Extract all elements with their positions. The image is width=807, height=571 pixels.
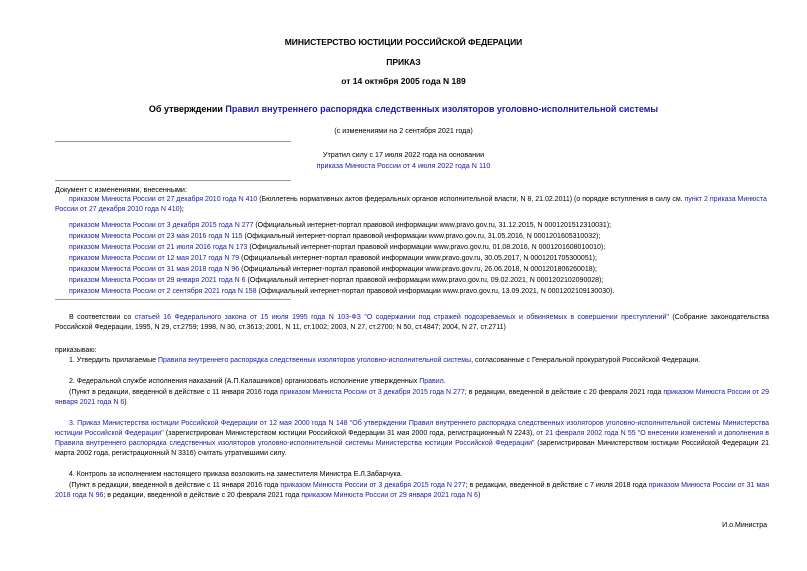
clause-1 (55, 356, 769, 366)
note-text: (Пункт в редакции, введенной в действие с 11 января 2016 года (69, 482, 281, 489)
title-link[interactable]: Правил внутреннего распорядка следственных изоляторов уголовно-исполнительной системы (225, 104, 659, 114)
rules-link[interactable]: Правила внутреннего распорядка следственных изоляторов уголовно-исполнительной системы (157, 357, 472, 364)
separator-line (55, 299, 291, 300)
note-text: ) (477, 492, 481, 499)
clause-text: (зарегистрирован Министерством юстиции Российской Федерации 21 марта 2002 года, регистрационный N 3316) считать утратившими силу. (55, 440, 769, 457)
clause-text: (зарегистрирован Министерством юстиции Российской Федерации 31 мая 2000 года, регистрационный N 2243), (163, 430, 537, 437)
amendment-link[interactable]: приказом Минюста России от 3 декабря 2015 года N 277 (279, 389, 465, 396)
changes-item (69, 243, 605, 253)
changes-item (55, 195, 769, 215)
clause-text: 1. Утвердить прилагаемые (69, 357, 158, 364)
prikazyvayu-text: приказываю: (55, 347, 97, 354)
preamble-source: (Собрание законодательства Российской Федерации, 1995, N 29, ст.2759; 1998, N 30, ст.3613; 2001, N 11, ст.1002; 2003, N 27, ст.2700; N 50, ст.4847; 2004, N 27, ст.2711) (55, 314, 769, 331)
clause-2-note (55, 388, 769, 408)
amendment-link[interactable]: приказом Минюста России от 29 января 2021 года N 6 (69, 277, 246, 284)
clause-text: . (443, 378, 446, 385)
changes-item (69, 265, 597, 275)
amendment-source: (Официальный интернет-портал правовой информации www.pravo.gov.ru, 30.05.2017, N 0001201705300051); (239, 255, 597, 262)
changes-item (69, 276, 603, 286)
clause-3 (55, 419, 769, 459)
doc-date-number: от 14 октября 2005 года N 189 (341, 76, 466, 86)
clause-text: 2. Федеральной службе исполнения наказаний (А.П.Калашников) организовать исполнение утвержденных (69, 378, 420, 385)
amendment-link[interactable]: приказом Минюста России от 12 мая 2017 года N 79 (69, 255, 240, 262)
title-prefix: Об утверждении (148, 104, 226, 114)
doc-type-heading: ПРИКАЗ (386, 57, 421, 67)
signature: И.о.Министра (722, 522, 767, 529)
amendment-link[interactable]: приказом Минюста России от 21 июля 2016 года N 173 (69, 244, 248, 251)
amendment-link[interactable]: приказом Минюста России от 23 мая 2016 года N 115 (69, 233, 243, 240)
amendment-source: (Официальный интернет-портал правовой информации www.pravo.gov.ru, 09.02.2021, N 0001202102090028); (245, 277, 604, 284)
amendment-source: (Официальный интернет-портал правовой информации www.pravo.gov.ru, 01.08.2016, N 0001201608010010); (247, 244, 606, 251)
repealed-order-link-2[interactable]: от 21 февраля 2002 года N 55 "О внесении изменений и дополнения в Правила внутреннего распорядка следственных изоляторов уголовно-исполнительной системы Министерства юстиции Российской Федерации" (55, 430, 770, 447)
amendment-link[interactable]: приказом Минюста России от 31 мая 2018 года N 96 (69, 266, 240, 273)
amendment-source: (Бюллетень нормативных актов федеральных органов исполнительной власти, N 8, 21.02.2011) (о порядке вступления в силу см. (257, 196, 685, 203)
amendment-link[interactable]: приказом Минюста России от 29 января 2021 года N 6 (55, 389, 769, 406)
changes-item (69, 287, 614, 297)
separator-line (55, 180, 291, 181)
amendment-source: (Официальный интернет-портал правовой информации www.pravo.gov.ru, 26.06.2018, N 0001201806260018); (239, 266, 597, 273)
clause-text: , согласованные с Генеральной прокуратурой Российской Федерации. (471, 357, 701, 364)
changes-item (69, 232, 600, 242)
document-title (0, 104, 807, 114)
changes-intro: Документ с изменениями, внесенными: (55, 185, 187, 194)
changes-item (69, 221, 611, 231)
repeal-order-link[interactable]: приказа Минюста России от 4 июля 2022 года N 110 (316, 161, 491, 170)
separator-line (55, 141, 291, 142)
amendment-source: (Официальный интернет-портал правовой информации www.pravo.gov.ru, 31.12.2015, N 0001201512310031); (253, 222, 612, 229)
note-text: ) (124, 399, 127, 406)
law-article-link[interactable]: статьей 16 Федерального закона от 15 июля 1995 года N 103-ФЗ "О содержании под стражей подозреваемых и обвиняемых в совершении преступлений" (134, 314, 669, 321)
status-repeal-link-wrap (0, 161, 807, 171)
note-text: ; в редакции, введенной в действие с 20 февраля 2021 года (103, 492, 302, 499)
amendment-link[interactable]: приказом Минюста России от 3 декабря 2015 года N 277 (280, 482, 466, 489)
amendment-link[interactable]: приказом Минюста России от 3 декабря 2015 года N 277 (69, 222, 254, 229)
changes-item (69, 254, 597, 264)
amendment-link[interactable]: приказом Минюста России от 31 мая 2018 года N 96 (55, 482, 769, 499)
clause-2 (55, 377, 769, 387)
amendment-source: (Официальный интернет-портал правовой информации www.pravo.gov.ru, 31.05.2016, N 0001201605310032); (242, 233, 601, 240)
amendment-clause-link[interactable]: пункт 2 приказа Минюста России от 27 декабря 2010 года N 410 (55, 196, 767, 213)
amendment-source: (Официальный интернет-портал правовой информации www.pravo.gov.ru, 13.09.2021, N 0001202109130030). (256, 288, 615, 295)
preamble-paragraph (55, 313, 769, 333)
ministry-heading: МИНИСТЕРСТВО ЮСТИЦИИ РОССИЙСКОЙ ФЕДЕРАЦИИ (284, 37, 523, 47)
amendment-link[interactable]: приказом Минюста России от 27 декабря 2010 года N 410 (69, 196, 258, 203)
status-line: Утратил силу с 17 июля 2022 года на основании (322, 150, 485, 159)
clause-4: 4. Контроль за исполнением настоящего приказа возложить на заместителя Министра Е.Л.Забарчука. (69, 471, 403, 478)
preamble-text: В соответствии со (69, 314, 135, 321)
note-text: (Пункт в редакции, введенной в действие с 11 января 2016 года (69, 389, 280, 396)
rules-link[interactable]: Правил (419, 378, 444, 385)
amendment-link[interactable]: приказом Минюста России от 2 сентября 2021 года N 158 (69, 288, 257, 295)
changes-note: (с изменениями на 2 сентября 2021 года) (334, 126, 473, 135)
amendment-link[interactable]: приказом Минюста России от 29 января 2021 года N 6 (301, 492, 478, 499)
note-text: ; в редакции, введенной в действие с 7 июля 2018 года (465, 482, 649, 489)
repealed-order-link[interactable]: 3. Приказ Министерства юстиции Российской Федерации от 12 мая 2000 года N 148 "Об утверждении Правил внутреннего распорядка следственных изоляторов уголовно-исполнительной системы Министерства юстиции Российской Федерации" (55, 420, 769, 437)
clause-4-note (55, 481, 769, 501)
amendment-tail: ); (179, 206, 184, 213)
note-text: ; в редакции, введенной в действие с 20 февраля 2021 года (464, 389, 664, 396)
